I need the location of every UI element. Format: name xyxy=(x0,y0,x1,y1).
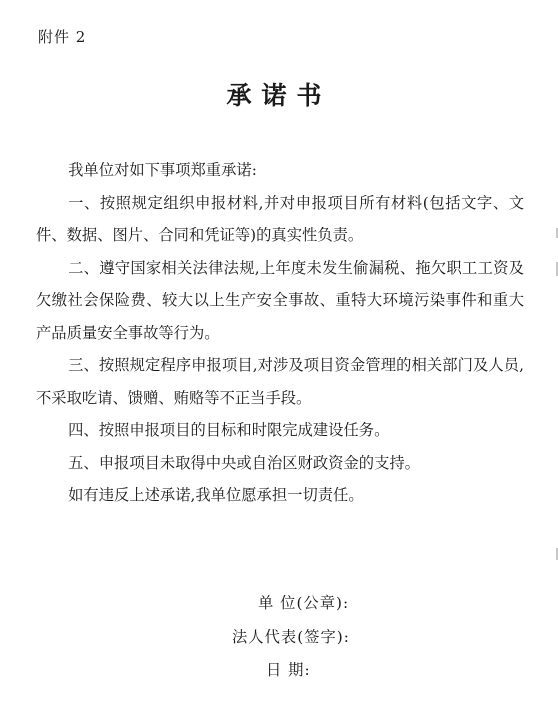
unit-seal-line: 单 位(公章): xyxy=(258,594,350,612)
liability-paragraph: 如有违反上述承诺,我单位愿承担一切责任。 xyxy=(68,486,364,504)
commitment-item-2: 二、遵守国家相关法律法规,上年度未发生偷漏税、拖欠职工工资及欠缴社会保险费、较大以上生产安全事故、重特大环境污染事件和重大产品质量安全事故等行为。 xyxy=(36,258,524,342)
document-title: 承诺书 xyxy=(226,81,332,110)
commitment-item-5: 五、申报项目未取得中央或自治区财政资金的支持。 xyxy=(68,453,420,472)
attachment-label: 附件 2 xyxy=(38,28,87,46)
commitment-item-3: 三、按照规定程序申报项目,对涉及项目资金管理的相关部门及人员,不采取吃请、馈赠、贿赂等不正当手段。 xyxy=(36,356,524,407)
intro-paragraph: 我单位对如下事项郑重承诺: xyxy=(68,161,257,179)
date-line: 日 期: xyxy=(266,661,311,679)
commitment-item-1: 一、按照规定组织申报材料,并对申报项目所有材料(包括文字、文件、数据、图片、合同和凭证等)的真实性负责。 xyxy=(36,193,524,244)
commitment-body xyxy=(36,154,524,512)
legal-rep-signature-line: 法人代表(签字): xyxy=(232,628,350,646)
commitment-item-4: 四、按照申报项目的目标和时限完成建设任务。 xyxy=(68,421,390,439)
